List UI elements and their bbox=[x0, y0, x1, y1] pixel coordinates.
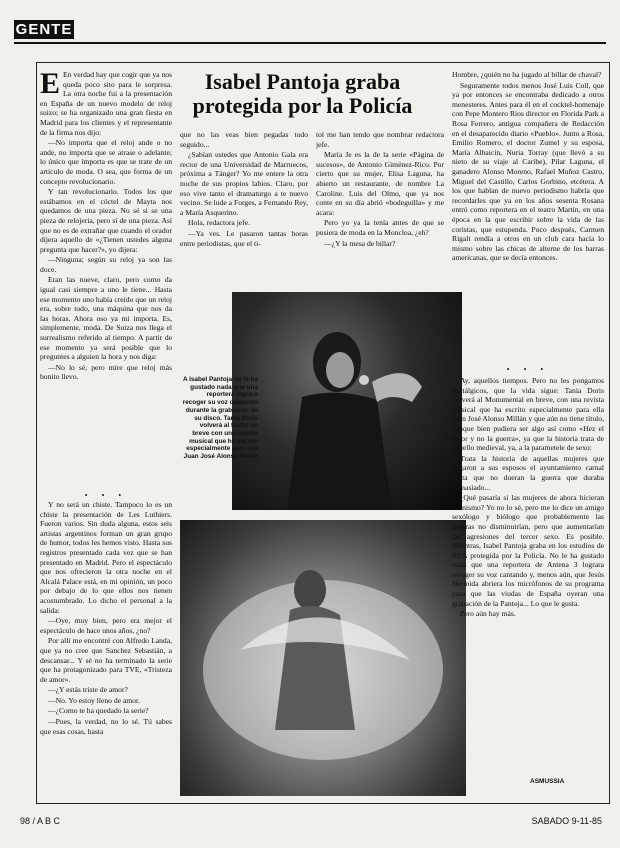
headline: Isabel Pantoja graba protegida por la Policía bbox=[192, 69, 413, 118]
paragraph: —Oye, muy bien, pero era mejor el espectáculo de hace unos años, ¿no? bbox=[40, 616, 172, 635]
paragraph: Hombre, ¿quién no ha jugado al billar de chaval? bbox=[452, 70, 602, 79]
section-separator: • • • bbox=[84, 491, 128, 500]
paragraph: Seguramente todos menos José Luis Coll, que ya por entonces se encontraba dedicado a otros menesteres. Antes para él en el cocktel-homenaje con Pepe Montero Rios director en Florida Park a Rosa Ferrero, antigua compañera de Redacción en el desaparecido diario «Pueblo». Junto a Rosa, Emilio Romero, el doctor Zumel y su esposa, María Albaicín, Nuria Torray (que llevó a su nieto de su viaje al Caribe), Pilar Laguna, el ganadero Alonso Moreno, Rafael Muñoz Castro, Miguel del Castillo, Carlos Gorbino, etcétera. A los que hablan de nuevo periodismo habría que recordarles que ya en los años sesenta Rosana entró como reportera en el teatro Martín, en una época en la que escribir sobre la vida de las coristas, que estupenda. Poco después, Carmen Rigalt rendía a otros en un club cara hacia lo mismo sobre las chicas de alterne de los barras americanas, que se decía entonces. bbox=[452, 80, 604, 263]
paragraph: —¿Como te ha quedado la serie? bbox=[48, 706, 149, 716]
paragraph: tol me han tendo que nombrar redactora jefe. bbox=[316, 130, 444, 149]
page-number: 98 / A B C bbox=[20, 816, 61, 826]
column-3 bbox=[316, 130, 444, 290]
paragraph: Trata la historia de aquellas mujeres que negaron a sus esposos el ayuntamiento carnal hasta que no dueran la guerra que duraba demasiado... bbox=[452, 453, 604, 492]
column-1 bbox=[40, 70, 172, 490]
section-separator: • • • bbox=[506, 365, 550, 374]
paragraph: —Ninguna; según su reloj ya son las doce. bbox=[40, 255, 172, 274]
paragraph: Ay, aquellos tiempos. Pero no les pongamos nostálgicos, que la vida sigue: Tania Doris volverá al Monumental en breve, con una revista musical que ha escrito especialmente para ella Juan José Alonso Millán y que aún no tiene título, aunque bien pudiera ser algo así como «Hez el amor y no la guerra», ya que la historia trata de aquello medieval, ya, a la parametele de sexo: bbox=[452, 376, 604, 453]
paragraph: E En verdad hay que cogir que ya nos queda poco sito para le sorpresa. La otra noche fui a la presentación en España de un nuevo modelo de reloj suizo; se ha organizado una gran fiesta en Madrid para los clientes y el representante de la firma nos dijo: bbox=[40, 70, 172, 137]
paragraph: Pero aún hay más. bbox=[460, 609, 516, 619]
photo-caption: A Isabel Pantoja no le ha gustado nada que una reportera lograre recoger su voz cantando durante la grabación de su disco. Tania Doris volverá al teatro en breve con una revista musical que ha escrito especialmente para ella Juan José Alonso Millán bbox=[182, 376, 258, 461]
paragraph: —¿Y estás triste de amor? bbox=[48, 685, 128, 695]
paragraph: Y no será un chiste. Tampoco lo es un chiste la presentación de Les Luthiers. Fueron varios. Sin duda alguna, estos seis artistas argentinos forman un gran grupo de humor, todos les hemos visto. Hasta sus registros presentado cada vez que se han presentado en Madrid. Pero el espectáculo que nos ofrecieron la otra noche en el Alcalá Palace está, en mi opinión, un poco por debajo de lo que ellos nos tienen acostumbrado. Lo dicho el personal a la salida: bbox=[40, 500, 172, 615]
paragraph: —¿Y la mesa de billar? bbox=[324, 238, 396, 248]
paragraph: —Ya ves. Le pasaron tantas horas entre periodistas, que el ti- bbox=[180, 228, 308, 248]
header-rule bbox=[14, 42, 606, 44]
issue-date: SABADO 9-11-85 bbox=[531, 816, 602, 826]
paragraph: —No. Yo estoy lleno de amor. bbox=[48, 695, 140, 705]
photo-isabel-pantoja bbox=[232, 292, 462, 510]
paragraph: Y tan revolucionario. Todos los que estábamos en el cóctel de Mayta nos quedamos de una pieza. No sé si se una pieza de relojería, pero sí de una pieza. Así que no es de extrañar que cuando el orador dijera aquello de «¿Tienen ustedes alguna pregunta que hacer?», yo dijera: bbox=[40, 187, 172, 254]
paragraph: María Je es la de la serie «Página de sucesos», de Antonio Giménez-Rico. Por cierto que su mujer, Elisa Laguna, ha abierto un restaurante, de nombre La Caroline. Luis del Olmo, que ya nos conte en su día abrió «bodeguilla» y me acara: bbox=[316, 150, 444, 217]
photo-tania-doris bbox=[180, 520, 466, 796]
column-2 bbox=[180, 130, 308, 290]
dancer-silhouette bbox=[180, 520, 466, 796]
paragraph: —No lo sé, pero mire que reloj más bonito llevo. bbox=[40, 362, 172, 382]
paragraph: que no las veas bien pegadas todo seguido... bbox=[180, 130, 308, 149]
paragraph: Eran las nueve, claro, pero como da igual casi siempre a uno le tiene... Hasta ese momento uno había creído que un reloj era, sobre todo, una máquina que nos da las horas. Ahora oso ya mi importa. Es, simplemente, moda. De Suiza nos llega el surrealismo referido al tiempo. A partir de ese momento ya será posible que lo preguntes a alguien la hora y nos diga: bbox=[40, 275, 172, 362]
author-signature: ASMUSSIA bbox=[530, 778, 565, 785]
paragraph: —Pues, la verdad, no lo sé. Tú sabes que esas cosas, hasta bbox=[40, 717, 172, 736]
singer-silhouette bbox=[232, 292, 462, 510]
paragraph: Hola, redactora jefe. bbox=[188, 218, 250, 228]
paragraph: Por allí me encontré con Alfredo Landa, que ya no cree que Sanchez Sebastián, a descansar... Y sé no ha terminado la serie que ha protagonizado para TVE, «Tristeza de amor». bbox=[40, 636, 172, 684]
column-1-continued bbox=[40, 500, 172, 802]
column-4-continued bbox=[452, 376, 604, 772]
drop-cap: E bbox=[40, 70, 61, 100]
column-4 bbox=[452, 70, 604, 362]
paragraph: —No importa que el reloj ande o no ande, no importa que se atrase o adelante; lo único que importa es que se trate de un artículo de moda. O sea, que forma de un concepto revolucionario. bbox=[40, 138, 172, 186]
paragraph: Pero yo ya la tenía antes de que se pusiera de moda en la Moncloa, ¿eh? bbox=[316, 218, 444, 237]
paragraph: ¿Sabían ustedes que Antonio Gala era rector de una Universidad de Marruecos, próxima a Tánger? Yo me entere la otra noche de sus propios labios. Claro, por eso vive tanto el dramaturgo a te nuevo vecino. Se lude a Forges, a Fernando Rey, a María Asquerino. bbox=[180, 150, 308, 217]
paragraph: ¿Qué pasaría si las mujeres de ahora hicieran lo mismo? Yo no lo sé, pero me lo dice un amigo sexólogo y biólogo que probablemente las guerras no disminuirían, pero que aumentarían las agresiones del tercer sexo. Es posible. Mientras, Isabel Pantoja graba en los estudios de RCA protegida por la Policía. No le ha gustado nada que una reportera de Antena 3 lograra recoger su voz cantando y, menos aún, que Jesús Hermida abriera los micrófonos de su programa para que las viudas de España oyeran una grabación de la Pantoja... Lo que le gusta. bbox=[452, 493, 604, 608]
section-label: GENTE bbox=[15, 21, 73, 38]
